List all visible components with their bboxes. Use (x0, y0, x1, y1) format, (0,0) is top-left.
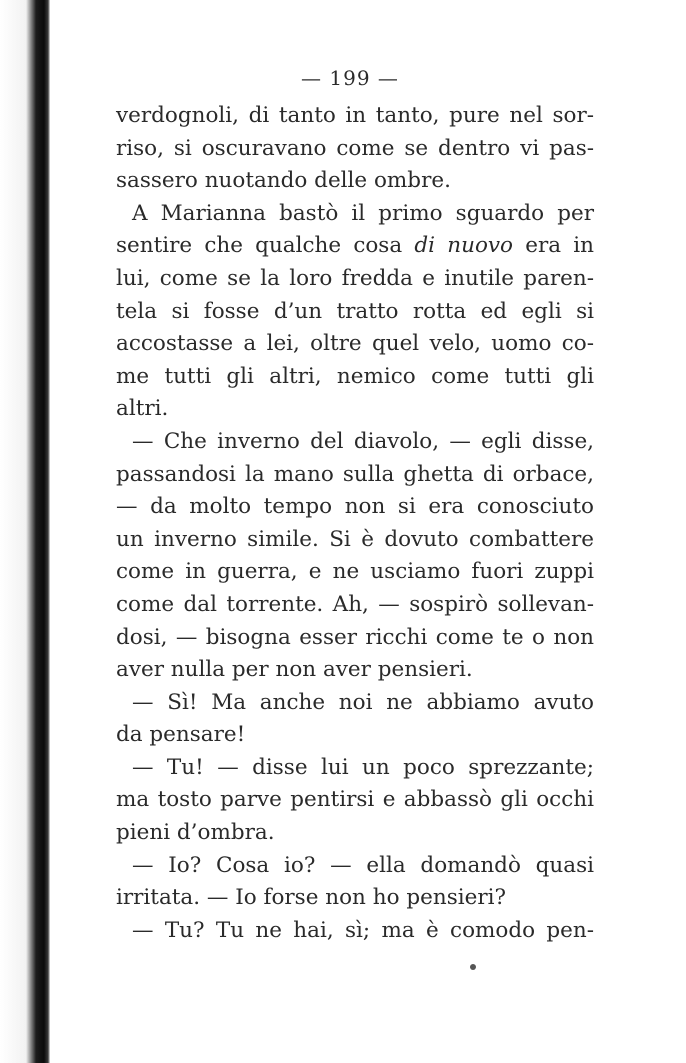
text-line: aver nulla per non aver pensieri. (116, 657, 473, 683)
text-line: accostasse a lei, oltre quel velo, uomo co- (116, 331, 594, 357)
text-line: — Tu! — disse lui un poco sprezzante; (132, 754, 594, 780)
text-line: — da molto tempo non si era conosciuto (116, 494, 594, 520)
text-line: sassero nuotando delle ombre. (116, 168, 451, 194)
text-line: pieni d’ombra. (116, 820, 275, 846)
text-line: altri. (116, 396, 169, 422)
text-line: tela si fosse d’un tratto rotta ed egli si (116, 298, 594, 324)
text-line: passandosi la mano sulla ghetta di orbace, (116, 461, 594, 487)
book-spine-shadow (0, 0, 50, 1063)
text-line: — Che inverno del diavolo, — egli disse, (132, 428, 594, 454)
text-line: A Marianna bastò il primo sguardo per (132, 200, 594, 226)
body-text (116, 100, 594, 947)
text-line: dosi, — bisogna esser ricchi come te o non (116, 624, 594, 650)
text-line: — Io? Cosa io? — ella domandò quasi (132, 852, 594, 878)
text-line: — Sì! Ma anche noi ne abbiamo avuto (132, 689, 594, 715)
text-line: riso, si oscuravano come se dentro vi pas- (116, 135, 594, 161)
text-line: un inverno simile. Si è dovuto combattere (116, 526, 594, 552)
text-segment: sentire che qualche cosa (116, 233, 403, 259)
text-line: ma tosto parve pentirsi e abbassò gli occhi (116, 787, 594, 813)
text-line: lui, come se la loro fredda e inutile paren- (116, 265, 594, 291)
text-line: da pensare! (116, 722, 246, 748)
text-line: come dal torrente. Ah, — sospirò sollevan- (116, 591, 594, 617)
page-number: — 199 — (301, 66, 399, 90)
ink-speck (470, 964, 476, 970)
text-segment: era in (525, 233, 594, 259)
text-line: — Tu? Tu ne hai, sì; ma è comodo pen- (132, 917, 594, 943)
text-line: verdognoli, di tanto in tanto, pure nel sor- (116, 103, 594, 128)
text-line: me tutti gli altri, nemico come tutti gli (116, 363, 594, 389)
text-line: come in guerra, e ne usciamo fuori zuppi (116, 559, 594, 585)
text-line-mixed (116, 230, 594, 263)
text-line: irritata. — Io forse non ho pensieri? (116, 885, 507, 911)
italic-phrase: di nuovo (414, 233, 513, 259)
